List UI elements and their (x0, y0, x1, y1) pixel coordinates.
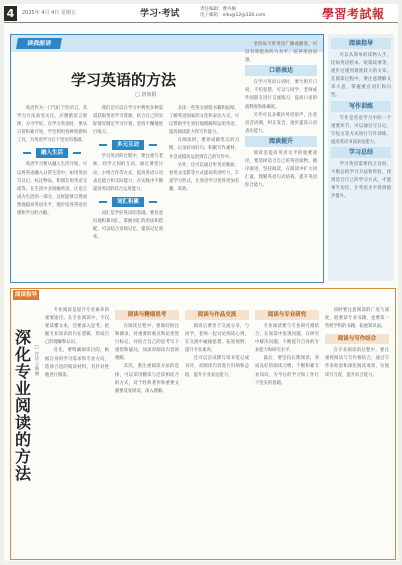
section-band (11, 289, 395, 303)
paragraph: 最后，要坚持长期阅读，养成良好的阅读习惯，不断积累专业知识，为今后的学习和工作打下坚实的基础。 (255, 356, 319, 386)
header-rule (4, 22, 398, 23)
section-badge: 读我能语 (16, 38, 62, 49)
paragraph: 在阅读过程中，要做好批注和摘录，对重要的观点和论述进行标记，并结合自己的思考写下感悟和疑问，加深对阅读内容的理解。 (115, 324, 179, 362)
article-author: □ 唐如娟 (135, 92, 157, 98)
paragraph: 专业阅读要与专业研究相结合，在阅读中发现问题，在研究中解决问题，不断提升自身的专业能力和研究水平。 (255, 324, 319, 354)
article-column-1 (17, 105, 87, 218)
paragraph: 英语学习要从融入生活开始。可以将英语融入日常生活中，如用英语写日记、标注物品、和朋友用英语交流等。在生活中多接触英语，让语言成为生活的一部分，这样能够自然而然地提高英语水平，逐步培养英语语感和学习的兴趣。 (17, 162, 87, 217)
editor-name: 责任编辑：曹丹桐 (200, 7, 236, 12)
box-title: 口语表达 (245, 65, 317, 76)
subheading-label: 多元互动 (112, 140, 144, 150)
sidebar-content (331, 38, 391, 201)
page-header (4, 4, 398, 22)
subheading-label: 词汇积累 (112, 197, 144, 207)
box-title: 阅读与专业研究 (255, 310, 319, 320)
box-title: 学习总结 (331, 147, 391, 158)
paragraph: 在专业阅读的过程中，要注重将阅读与写作相结合，通过写作来检验和深化阅读成果，实现读写互促，提升综合能力。 (325, 348, 389, 378)
section-badge: 阅读指导 (14, 292, 37, 298)
editor-info (200, 7, 265, 19)
box-title: 阅读与精细思考 (115, 310, 179, 320)
article-title: 深化专业阅读的方法 (15, 328, 32, 483)
subheading (93, 197, 163, 207)
paragraph: 在学习英语口语时，要大胆开口说，不怕犯错，可以与同学、老师或外国朋友进行交流练习，提高口语的流利度和准确度。 (245, 80, 317, 110)
paragraph: 在阅读时，要养成做笔记的习惯，记录好词好句，积累写作素材，并尝试模仿运用到自己的写作中。 (169, 138, 239, 160)
article-column-2 (93, 105, 163, 242)
paragraph: 多读一些英文原版书籍和报纸，了解英语国家的文化和表达方式，可以帮助学生更好地理解和运用英语，提高阅读能力和写作能力。 (169, 106, 239, 136)
paragraph: 阅读后要善于交流分享，与同学、老师一起讨论阅读心得，在交流中碰撞思想，拓宽视野，提升专业素养。 (185, 324, 249, 354)
paragraph: 坚持每天听英语广播或播客，可以有效提高听力水平，培养英语语感。 (245, 42, 317, 64)
editor-email: 电子邮箱：edu@12@126.com (200, 13, 266, 18)
paragraph: 其次，要注重阅读方法的选择，可以采用精读与泛读相结合的方式，对于经典著作和重要文献要反复研读，深入理解。 (115, 364, 179, 394)
paragraph: 同时要注意阅读的广度与深度，既要读专业书籍，也要读一些跨学科的书籍，拓展知识面。 (325, 308, 389, 330)
newspaper-logo: 學習考試報 (322, 7, 385, 21)
article-column-4 (255, 307, 319, 388)
sidebar-box (328, 34, 394, 281)
article-column-5 (325, 307, 389, 380)
article-english-methods (10, 34, 324, 283)
paragraph: 另外可以多模仿英语原声，注意语音语调，纠正发音，逐步提高口语表达能力。 (245, 112, 317, 134)
paragraph: 我们还可以在学习中利用多种渠道获取英语学习资源，结合自己的实际情况制定学习计划，坚持不懈地进行练习。 (93, 106, 163, 136)
paragraph: 学习英语的过程中，要注重与老师、同学之间的互动，通过课堂讨论、小组合作等方式，提高英语口语表达能力和交际能力，在实践中不断提高英语的综合运用能力。 (93, 154, 163, 192)
article-column-1 (45, 307, 109, 380)
article-title: 学习英语的方法 (71, 71, 177, 89)
box-title: 阅读与作品交流 (185, 310, 249, 320)
column-name: 学习·考试 (140, 9, 180, 19)
article-column-2 (115, 307, 179, 396)
paragraph: 词汇是学好英语的基础。要有意识地积累词汇，掌握词汇的用法和搭配，可以结合语境记忆，提高记忆效率。 (93, 210, 163, 241)
box-title: 写作训练 (331, 101, 391, 112)
paragraph: 阅读是提高英语水平的重要途径。要选择适合自己的英语读物，循序渐进，坚持阅读，在阅读中扩大词汇量，理解英语句式结构，提升英语综合能力。 (245, 150, 317, 189)
article-column-3 (185, 307, 249, 380)
box-title: 阅读提升 (245, 136, 317, 147)
subheading-label: 融入生活 (36, 148, 68, 158)
subheading (17, 148, 87, 158)
box-title: 阅读与写作结合 (325, 334, 389, 344)
paragraph: 还可以尝试撰写读书笔记或书评，对阅读内容进行归纳和总结，提升专业表达能力。 (185, 356, 249, 378)
newspaper-page (4, 4, 398, 561)
paragraph: 专业阅读是提升专业素养的重要途径。在专业阅读中，不仅要读懂文本，还要深入思考，把握专业知识的内在逻辑，形成自己的理解和认识。 (45, 308, 109, 346)
article-author: □ 许洁 王坤丽 (34, 345, 39, 376)
article-professional-reading (10, 288, 396, 560)
paragraph: 写作是英语学习中的一个重要环节。可以通过写日记、写短文等方式进行写作训练，提高英语书面表达能力。 (331, 115, 391, 145)
page-number: 4 (4, 6, 17, 21)
paragraph: 可以从简单的读物入手，比如英语绘本、短篇故事等，逐步过渡到难度较大的文章。在阅读过程中，要注意理解文章大意，掌握重点词汇和句型。 (331, 53, 391, 99)
subheading (93, 140, 163, 150)
box-title: 阅读指导 (331, 38, 391, 49)
article-column-3 (169, 105, 239, 194)
article-column-4 (245, 41, 317, 190)
paragraph: 另外，还可以通过听英语歌曲、看英文电影等方式提高英语听力，丰富学习形式，让英语学习变得更加有趣、高效。 (169, 162, 239, 192)
paragraph: 学习英语需要持之以恒，不断总结学习方法和经验，找到适合自己的学习方式，才能事半功倍，让英语水平得到稳步提升。 (331, 161, 391, 200)
paragraph: 首先，要明确阅读目的，根据自身的学习需求和专业方向，选择合适的阅读材料，有针对性地进行阅读。 (45, 348, 109, 378)
issue-date: 2025年 4月 4日 星期五 (22, 10, 76, 16)
paragraph: 英语作为一门“国门”的语言，其学习方法备受关注。应遵循语言规律，方可学好。在学习英语时，要从日常积累开始，学会利用各种资源和工具，为英语学习打下坚实的基础。 (17, 106, 87, 144)
